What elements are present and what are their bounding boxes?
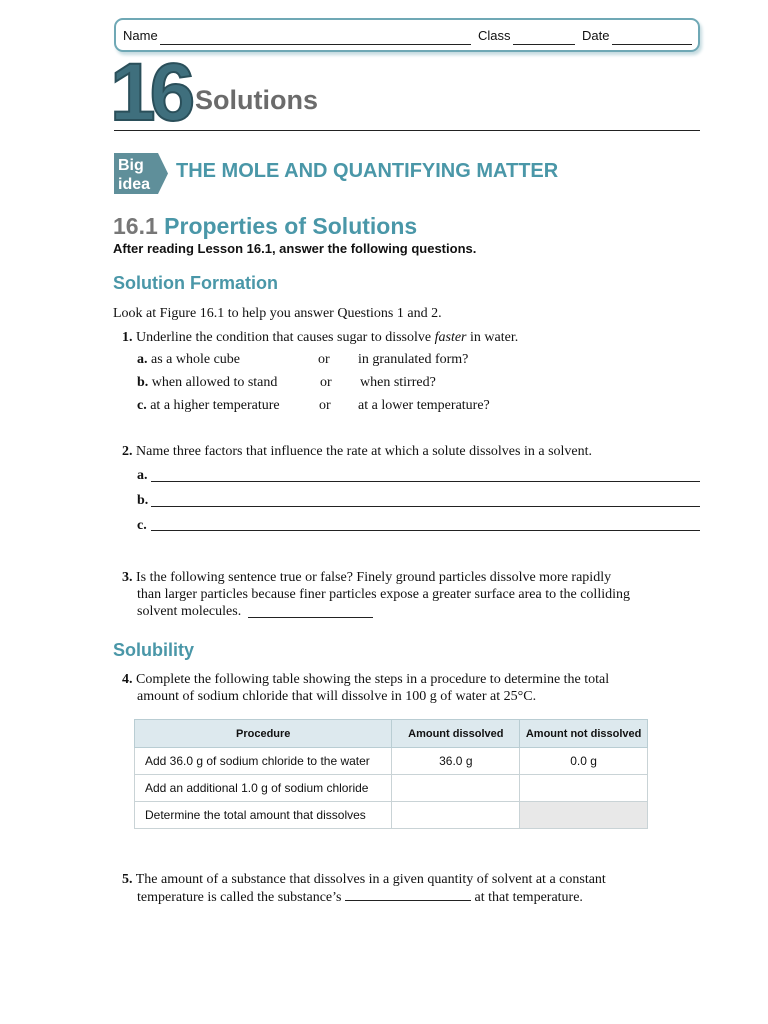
section-name: Properties of Solutions [164, 213, 418, 239]
question-2 [122, 443, 592, 460]
col-header-procedure: Procedure [135, 720, 392, 748]
col-header-amount-not-dissolved: Amount not dissolved [520, 720, 648, 748]
chapter-divider [114, 130, 700, 131]
subhead-solubility: Solubility [113, 640, 194, 660]
q4-line2: amount of sodium chloride that will dissolve in 100 g of water at 25°C. [137, 689, 537, 704]
question-3 [122, 569, 611, 586]
q2a-letter: a. [137, 468, 148, 483]
section-title [113, 213, 417, 240]
q1-text-em: faster [434, 330, 467, 345]
q5-line1: The amount of a substance that dissolves in a given quantity of solvent at a constant [135, 872, 606, 887]
q5-line2-before: temperature is called the substance’s [137, 890, 342, 905]
q1c-right[interactable]: at a lower temperature? [358, 398, 490, 413]
table-header-row [135, 720, 648, 748]
q2b-letter: b. [137, 493, 149, 508]
badge-text-idea: idea [118, 176, 151, 193]
q1a-left[interactable]: as a whole cube [151, 352, 241, 367]
question-5 [122, 871, 606, 888]
q1c-or: or [319, 398, 331, 413]
q1b-left[interactable]: when allowed to stand [151, 375, 278, 390]
q1a-right[interactable]: in granulated form? [358, 352, 469, 367]
cell-dissolved: 36.0 g [392, 748, 520, 775]
table-row [135, 775, 648, 802]
big-idea-badge-icon [114, 153, 168, 194]
class-label: Class [478, 28, 511, 43]
q1c-letter: c. [137, 398, 147, 413]
q5-line2 [137, 888, 583, 906]
q3-line2: than larger particles because finer particles expose a greater surface area to the colliding [137, 587, 630, 602]
q1a-or: or [318, 352, 330, 367]
q4-number: 4. [122, 672, 133, 687]
q5-line2-after: at that temperature. [474, 890, 583, 905]
q2c-answer-line[interactable] [151, 530, 700, 531]
cell-dissolved-blank[interactable] [392, 775, 520, 802]
subhead-solution-formation: Solution Formation [113, 273, 278, 293]
cell-dissolved-blank[interactable] [392, 802, 520, 829]
table-row [135, 748, 648, 775]
q1-text-before: Underline the condition that causes sugar to dissolve [136, 330, 435, 345]
chapter-number: 16 [110, 47, 190, 138]
date-label: Date [582, 28, 610, 43]
section-number: 16.1 [113, 213, 158, 239]
q2b-answer-line[interactable] [151, 506, 700, 507]
q5-number: 5. [122, 872, 133, 887]
instructions: After reading Lesson 16.1, answer the following questions. [113, 241, 477, 256]
q1-number: 1. [122, 330, 133, 345]
chapter-title: Solutions [195, 85, 318, 115]
q1b-right[interactable]: when stirred? [360, 375, 436, 390]
cell-shaded [520, 802, 648, 829]
col-header-amount-dissolved: Amount dissolved [392, 720, 520, 748]
q1c-left[interactable]: at a higher temperature [150, 398, 280, 413]
q5-answer-line[interactable] [345, 888, 471, 901]
q1a-letter: a. [137, 352, 148, 367]
question-1 [122, 329, 518, 346]
cell-procedure: Determine the total amount that dissolves [135, 802, 392, 829]
q3-number: 3. [122, 570, 133, 585]
q1-option-c [137, 397, 280, 414]
q1-text-after: in water. [466, 330, 519, 345]
q1-option-a [137, 351, 240, 368]
cell-procedure: Add an additional 1.0 g of sodium chloride [135, 775, 392, 802]
cell-procedure: Add 36.0 g of sodium chloride to the water [135, 748, 392, 775]
q2-text: Name three factors that influence the rate at which a solute dissolves in a solvent. [136, 444, 593, 459]
q1b-letter: b. [137, 375, 149, 390]
class-field-line[interactable] [513, 44, 575, 45]
intro-text: Look at Figure 16.1 to help you answer Questions 1 and 2. [113, 306, 442, 321]
q3-line3: solvent molecules. [137, 604, 242, 619]
question-4 [122, 671, 609, 688]
table-row [135, 802, 648, 829]
cell-not-dissolved-blank[interactable] [520, 775, 648, 802]
q2-number: 2. [122, 444, 133, 459]
q1-option-b [137, 374, 277, 391]
q1b-or: or [320, 375, 332, 390]
q3-line1: Is the following sentence true or false? Finely ground particles dissolve more rapidly [136, 570, 612, 585]
big-idea-title: THE MOLE AND QUANTIFYING MATTER [176, 160, 559, 182]
q3-answer-line[interactable] [248, 617, 373, 618]
name-field-line[interactable] [160, 44, 471, 45]
date-field-line[interactable] [612, 44, 692, 45]
q2a-answer-line[interactable] [151, 481, 700, 482]
procedure-table [134, 719, 648, 829]
cell-not-dissolved: 0.0 g [520, 748, 648, 775]
name-label: Name [123, 28, 158, 43]
q4-line1: Complete the following table showing the steps in a procedure to determine the total [136, 672, 610, 687]
q2c-letter: c. [137, 518, 147, 533]
student-info-box [114, 18, 700, 52]
badge-text-big: Big [118, 157, 144, 174]
